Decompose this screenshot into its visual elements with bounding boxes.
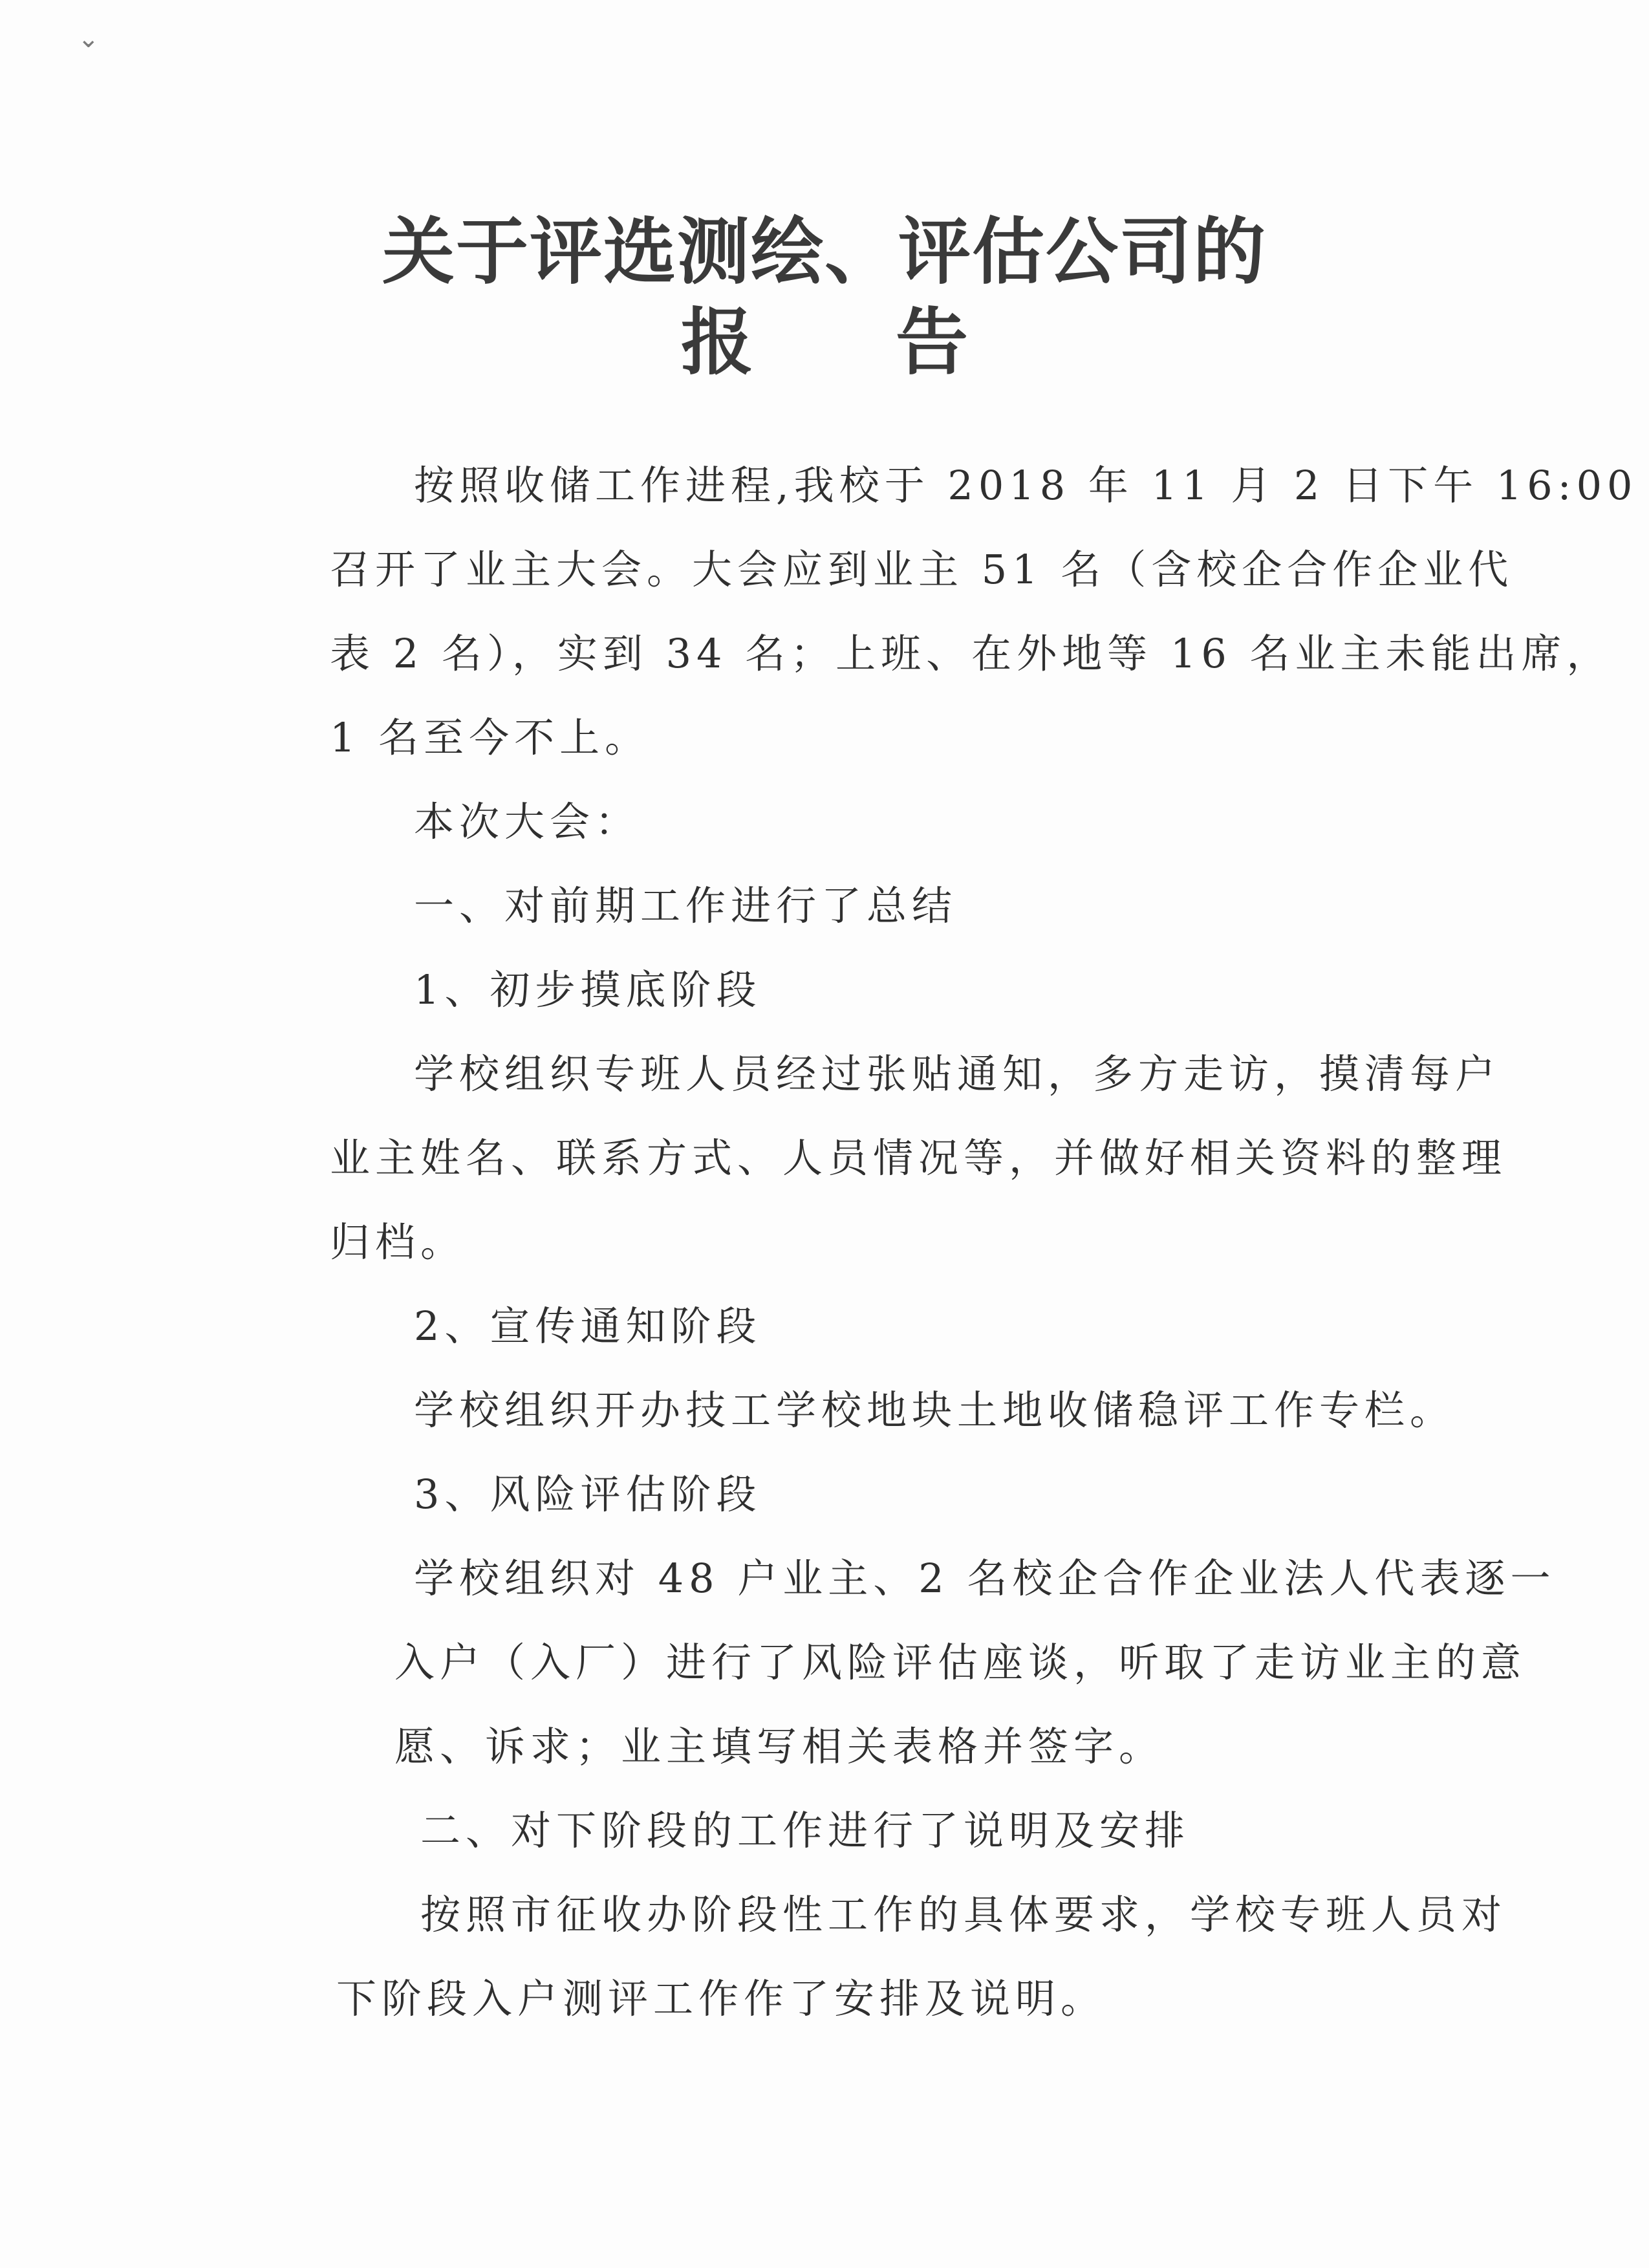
scan-corner-mark: ⌄: [78, 24, 100, 54]
body-line-16: 愿、诉求；业主填写相关表格并签字。: [394, 1723, 1165, 1770]
section-heading-1: 一、对前期工作进行了总结: [414, 882, 958, 929]
body-line-4: 1 名至今不上。: [330, 714, 651, 761]
subsection-heading-3: 3、风险评估阶段: [414, 1471, 762, 1518]
body-line-14: 学校组织对 48 户业主、2 名校企合作企业法人代表逐一: [414, 1555, 1556, 1602]
body-line-1: 按照收储工作进程,我校于 2018 年 11 月 2 日下午 16:00: [414, 462, 1638, 509]
section-heading-2: 二、对下阶段的工作进行了说明及安排: [420, 1807, 1191, 1854]
body-line-18: 按照市征收办阶段性工作的具体要求，学校专班人员对: [420, 1891, 1507, 1938]
body-line-8: 学校组织专班人员经过张贴通知，多方走访，摸清每户: [414, 1050, 1501, 1097]
subsection-heading-1: 1、初步摸底阶段: [414, 966, 762, 1013]
body-line-10: 归档。: [330, 1218, 466, 1266]
body-line-3: 表 2 名），实到 34 名；上班、在外地等 16 名业主未能出席，: [330, 630, 1612, 677]
body-line-5: 本次大会：: [414, 798, 641, 845]
body-line-15: 入户（入厂）进行了风险评估座谈，听取了走访业主的意: [394, 1639, 1527, 1686]
body-line-2: 召开了业主大会。大会应到业主 51 名（含校企合作企业代: [330, 546, 1514, 593]
document-title-line-2: 报告: [681, 300, 1110, 385]
body-line-12: 学校组织开办技工学校地块土地收储稳评工作专栏。: [414, 1387, 1456, 1434]
body-line-19: 下阶段入户测评工作作了安排及说明。: [336, 1975, 1106, 2022]
subsection-heading-2: 2、宣传通知阶段: [414, 1302, 762, 1350]
document-title-line-1: 关于评选测绘、评估公司的: [382, 210, 1267, 294]
body-line-9: 业主姓名、联系方式、人员情况等，并做好相关资料的整理: [330, 1134, 1507, 1182]
